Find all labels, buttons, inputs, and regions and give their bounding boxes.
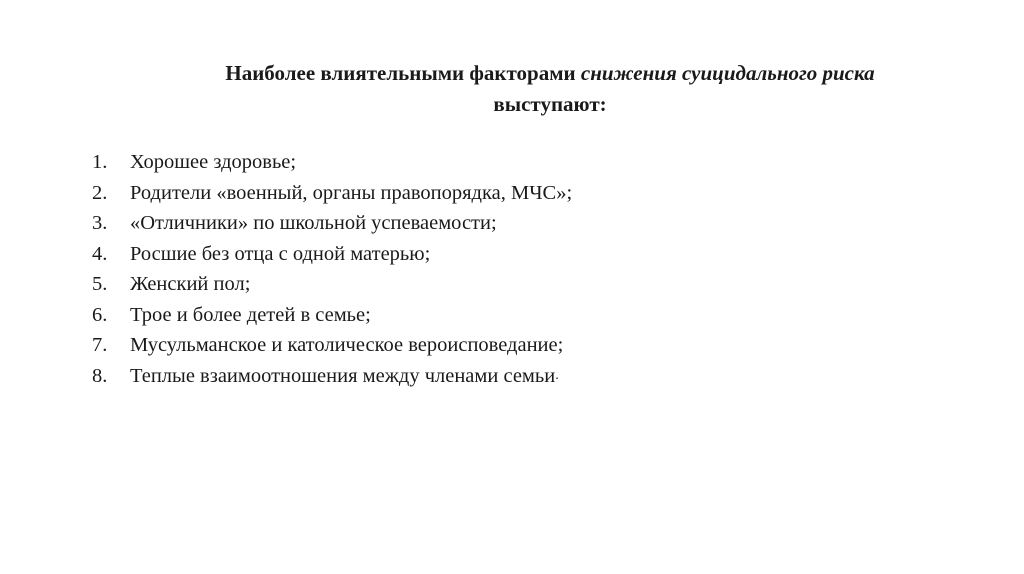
list-item: [92, 269, 572, 300]
list-item-number: 4.: [92, 242, 108, 265]
list-item: [92, 361, 572, 392]
list-item-number: 5.: [92, 273, 108, 295]
list-item-text: Трое и более детей в семье;: [130, 303, 371, 326]
list-item-tail: .: [555, 367, 559, 383]
list-item-text: Мусульманское и католическое вероисповедание;: [130, 334, 564, 356]
list-item-text: Росшие без отца с одной матерью;: [130, 242, 431, 265]
list-item-text: Хорошее здоровье;: [130, 151, 297, 173]
list-item-number: 6.: [92, 303, 108, 326]
list-item: [92, 300, 572, 331]
list-item-number: 3.: [92, 212, 108, 234]
list-item-number: 1.: [92, 151, 108, 173]
list-item: [92, 239, 572, 270]
list-item: [92, 330, 572, 361]
list-item-number: 2.: [92, 181, 108, 204]
list-item: [92, 178, 572, 209]
list-item-text: «Отличники» по школьной успеваемости;: [130, 212, 497, 234]
list-item: [92, 147, 572, 178]
heading-bold-text: Наиболее влиятельными факторами: [225, 61, 581, 85]
list-item-text: Теплые взаимоотношения между членами семьи: [130, 364, 556, 387]
heading-second-line: выступают:: [493, 92, 607, 116]
list-item-number: 8.: [92, 364, 108, 387]
heading-italic-text: снижения суицидального риска: [580, 61, 875, 85]
list-item-text: Женский пол;: [130, 273, 251, 295]
slide-heading: [120, 58, 980, 120]
list-item-text: Родители «военный, органы правопорядка, МЧС»;: [130, 181, 573, 204]
factor-list: [92, 147, 572, 391]
list-item: [92, 208, 572, 239]
list-item-number: 7.: [92, 334, 108, 356]
